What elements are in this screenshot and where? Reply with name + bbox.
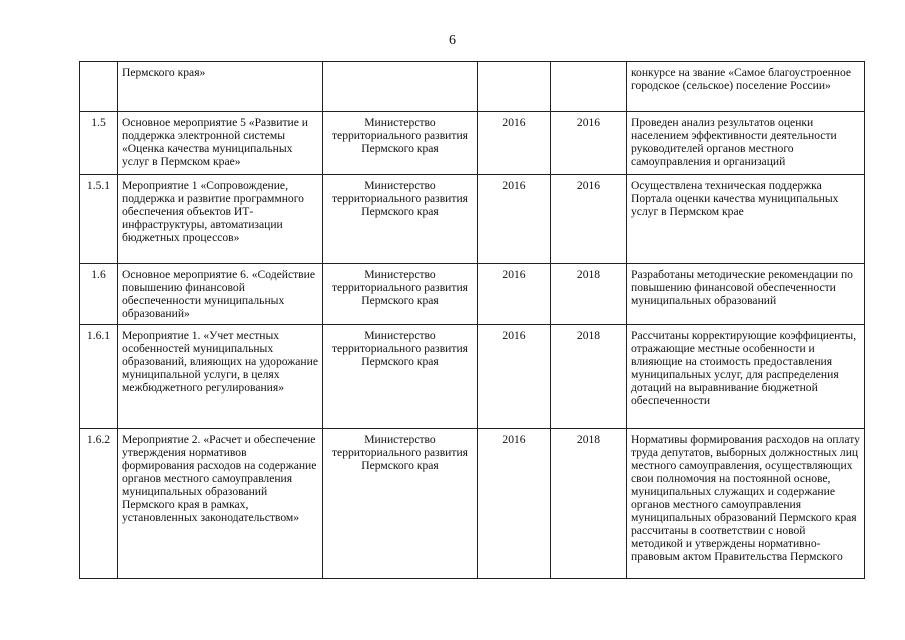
expected-result: Нормативы формирования расходов на оплату труда депутатов, выборных должностных лиц местного самоуправления, осуществляющих свои полномочия на постоянной основе, муниципальных служащих и содержание органов местного самоуправления муниципальных образований Пермского края рассчитаны в соответствии с новой методикой и утверждены нормативно-правовым актом Правительства Пермского <box>627 429 865 579</box>
row-number <box>80 62 118 112</box>
expected-result: Проведен анализ результатов оценки населением эффективности деятельности руководителей органов местного самоуправления и организаций <box>627 112 865 175</box>
end-year: 2016 <box>551 175 627 264</box>
measure-name: Мероприятие 2. «Расчет и обеспечение утверждения нормативов формирования расходов на содержание органов местного самоуправления муниципальных образований Пермского края в рамках, установленных законодательством» <box>118 429 323 579</box>
measure-name: Пермского края» <box>118 62 323 112</box>
executor <box>323 62 478 112</box>
start-year: 2016 <box>478 175 551 264</box>
table-row <box>80 175 865 264</box>
start-year: 2016 <box>478 429 551 579</box>
row-number: 1.5.1 <box>80 175 118 264</box>
start-year <box>478 62 551 112</box>
end-year <box>551 62 627 112</box>
executor: Министерство территориального развития Пермского края <box>323 112 478 175</box>
page-number: 6 <box>449 33 456 48</box>
table-row <box>80 62 865 112</box>
expected-result: конкурсе на звание «Самое благоустроенное городское (сельское) поселение России» <box>627 62 865 112</box>
measure-name: Основное мероприятие 5 «Развитие и поддержка электронной системы «Оценка качества муниципальных услуг в Пермском крае» <box>118 112 323 175</box>
table-row <box>80 264 865 325</box>
end-year: 2018 <box>551 264 627 325</box>
start-year: 2016 <box>478 325 551 429</box>
measure-name: Мероприятие 1. «Учет местных особенностей муниципальных образований, влияющих на удорожание муниципальной услуги, в целях межбюджетного регулирования» <box>118 325 323 429</box>
expected-result: Осуществлена техническая поддержка Портала оценки качества муниципальных услуг в Пермском крае <box>627 175 865 264</box>
executor: Министерство территориального развития Пермского края <box>323 175 478 264</box>
start-year: 2016 <box>478 264 551 325</box>
measure-name: Мероприятие 1 «Сопровождение, поддержка и развитие программного обеспечения объектов ИТ-инфраструктуры, автоматизации бюджетных процессов» <box>118 175 323 264</box>
row-number: 1.6 <box>80 264 118 325</box>
program-measures-table <box>79 61 865 579</box>
row-number: 1.6.2 <box>80 429 118 579</box>
start-year: 2016 <box>478 112 551 175</box>
end-year: 2016 <box>551 112 627 175</box>
table-row <box>80 325 865 429</box>
executor: Министерство территориального развития Пермского края <box>323 325 478 429</box>
executor: Министерство территориального развития Пермского края <box>323 264 478 325</box>
executor: Министерство территориального развития Пермского края <box>323 429 478 579</box>
end-year: 2018 <box>551 429 627 579</box>
table-row <box>80 429 865 579</box>
row-number: 1.6.1 <box>80 325 118 429</box>
end-year: 2018 <box>551 325 627 429</box>
row-number: 1.5 <box>80 112 118 175</box>
expected-result: Рассчитаны корректирующие коэффициенты, отражающие местные особенности и влияющие на стоимость предоставления муниципальных услуг, для распределения дотаций на выравнивание бюджетной обеспеченности <box>627 325 865 429</box>
expected-result: Разработаны методические рекомендации по повышению финансовой обеспеченности муниципальных образований <box>627 264 865 325</box>
measure-name: Основное мероприятие 6. «Содействие повышению финансовой обеспеченности муниципальных образований» <box>118 264 323 325</box>
table-row <box>80 112 865 175</box>
